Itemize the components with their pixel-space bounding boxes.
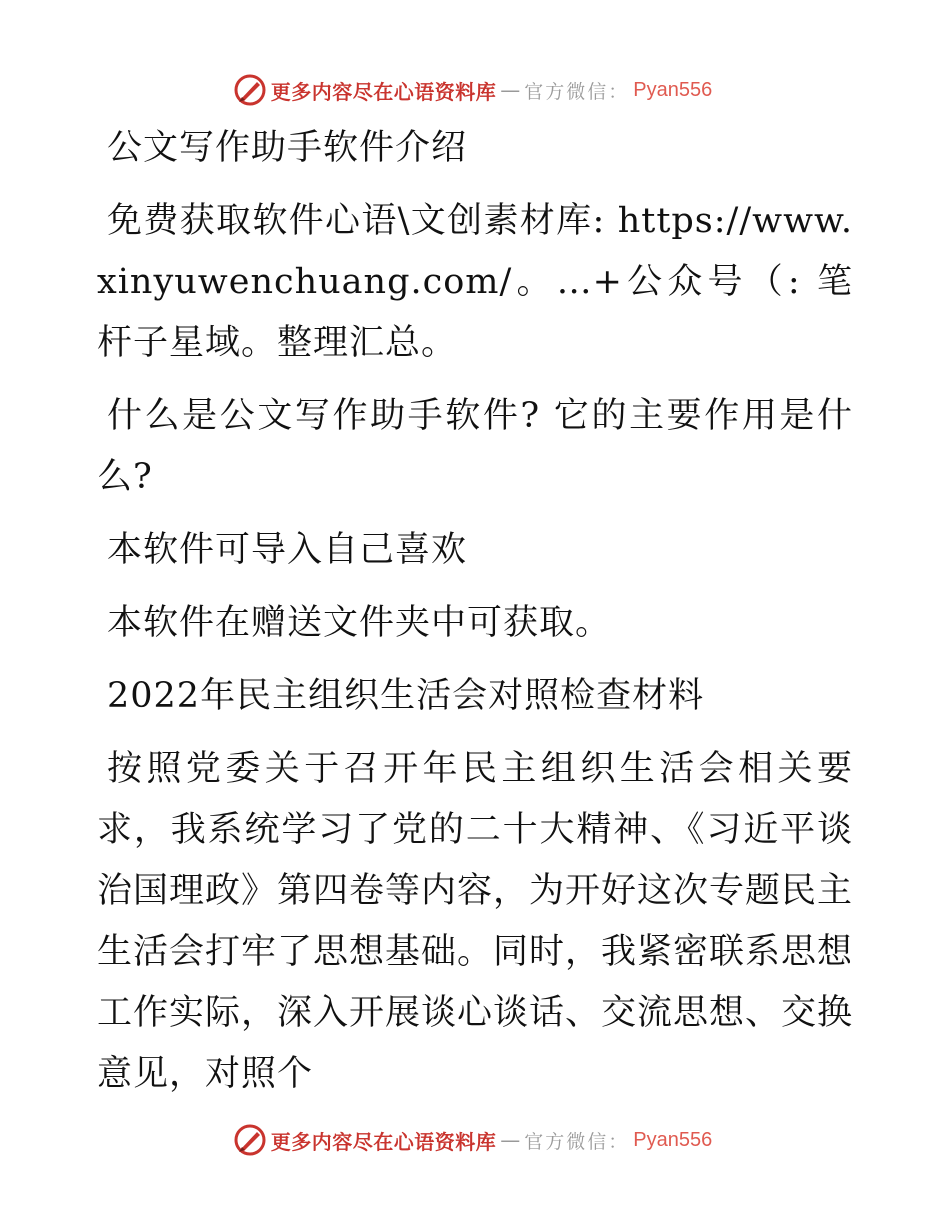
watermark-dash: — <box>500 1128 521 1152</box>
quill-logo-icon <box>233 73 267 107</box>
watermark-group <box>233 73 712 107</box>
header-watermark <box>0 70 950 110</box>
watermark-sub-text: 官方微信： <box>524 1130 630 1153</box>
paragraph-import: 本软件可导入自己喜欢 <box>107 530 468 570</box>
document-body <box>97 118 853 1105</box>
quill-logo-icon <box>233 1123 267 1157</box>
document-title: 公文写作助手软件介绍 <box>107 128 468 168</box>
paragraph-question: 什么是公文写作助手软件? 它的主要作用是什么? <box>97 396 853 497</box>
paragraph-gift-folder: 本软件在赠送文件夹中可获取。 <box>107 603 612 643</box>
paragraph-download-info: 免费获取软件心语\文创素材库: https://www.xinyuwenchuang.com/。…+公众号（: 笔杆子星域。整理汇总。 <box>97 201 853 363</box>
watermark-wechat-id: Pyan556 <box>633 78 713 101</box>
watermark-dash: — <box>500 78 521 102</box>
section-heading: 2022年民主组织生活会对照检查材料 <box>107 676 705 716</box>
watermark-sub-text: 官方微信： <box>524 80 630 103</box>
watermark-main-text: 更多内容尽在心语资料库 <box>270 79 497 104</box>
watermark-wechat-id: Pyan556 <box>633 1128 713 1151</box>
watermark-main-text: 更多内容尽在心语资料库 <box>270 1129 497 1154</box>
footer-watermark <box>0 1120 950 1160</box>
watermark-group <box>233 1123 712 1157</box>
paragraph-body: 按照党委关于召开年民主组织生活会相关要求，我系统学习了党的二十大精神、《习近平谈治国理政》第四卷等内容，为开好这次专题民主生活会打牢了思想基础。同时，我紧密联系思想工作实际，深入开展谈心谈话、交流思想、交换意见，对照个 <box>97 749 854 1094</box>
